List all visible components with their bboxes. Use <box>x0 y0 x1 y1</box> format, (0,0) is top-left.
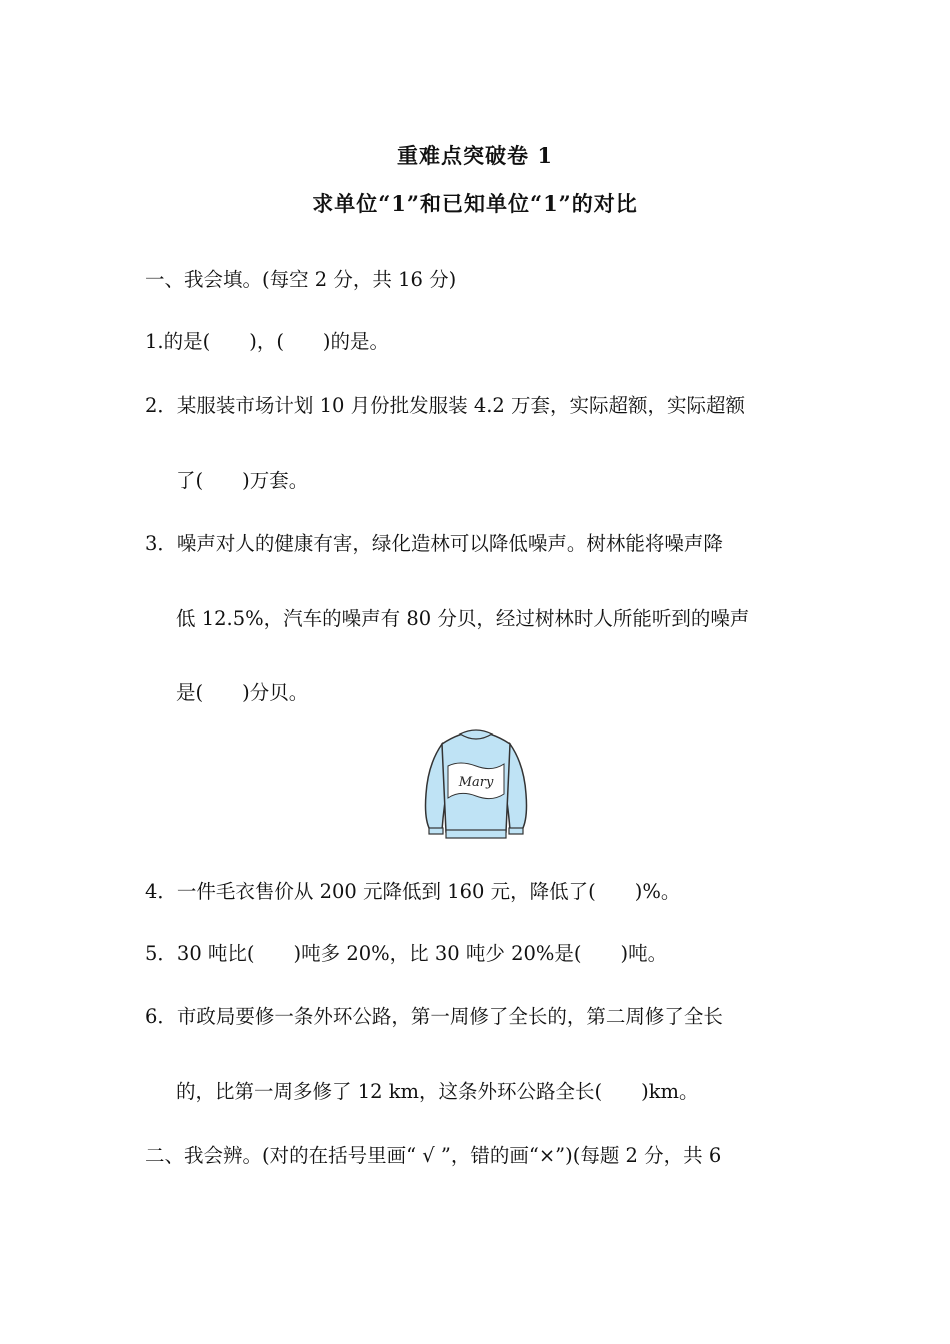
question-4: 4．一件毛衣售价从 200 元降低到 160 元，降低了( )%。 <box>145 880 681 903</box>
question-2-line-1: 2．某服装市场计划 10 月份批发服装 4.2 万套，实际超额，实际超额 <box>145 394 746 417</box>
section-2-heading: 二、我会辨。(对的在括号里画“ √ ”，错的画“×”)(每题 2 分，共 6 <box>145 1144 722 1167</box>
sweater-illustration <box>420 724 532 842</box>
left-cuff <box>429 828 443 834</box>
section-1-heading: 一、我会填。(每空 2 分，共 16 分) <box>145 268 457 291</box>
page-subtitle: 求单位“1”和已知单位“1”的对比 <box>312 191 638 216</box>
page-title: 重难点突破卷 1 <box>397 143 553 168</box>
question-3-line-2: 低 12.5%，汽车的噪声有 80 分贝，经过树林时人所能听到的噪声 <box>176 607 750 630</box>
sweater-label: Mary <box>458 775 494 790</box>
question-5: 5．30 吨比( )吨多 20%，比 30 吨少 20%是( )吨。 <box>145 942 668 965</box>
question-6-line-1: 6．市政局要修一条外环公路，第一周修了全长的，第二周修了全长 <box>145 1005 723 1028</box>
question-3-line-1: 3．噪声对人的健康有害，绿化造林可以降低噪声。树林能将噪声降 <box>145 532 723 555</box>
right-cuff <box>509 828 523 834</box>
sweater-hem <box>446 830 506 838</box>
question-3-line-3: 是( )分贝。 <box>176 681 309 704</box>
question-2-line-2: 了( )万套。 <box>176 469 309 492</box>
question-6-line-2: 的，比第一周多修了 12 km，这条外环公路全长( )km。 <box>176 1080 699 1103</box>
question-1: 1.的是( )，( )的是。 <box>145 330 390 353</box>
